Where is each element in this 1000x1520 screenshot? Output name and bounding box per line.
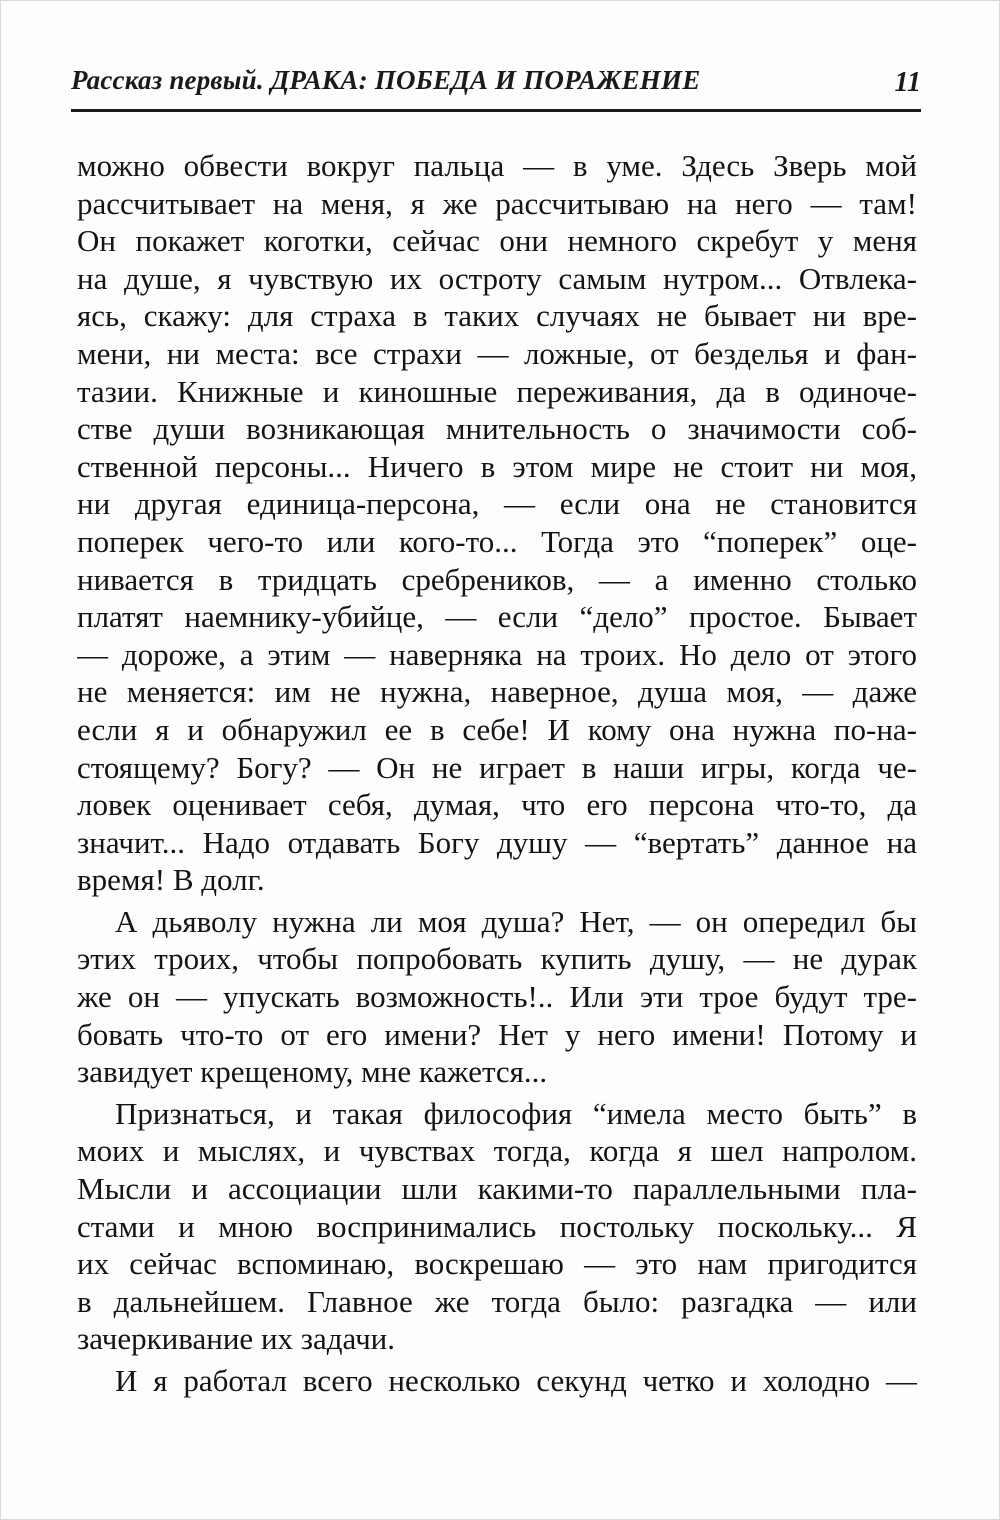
text-line: стоящему? Богу? — Он не играет в наши игры, когда че- (77, 749, 917, 785)
text-line: если я и обнаружил ее в себе! И кому она нужна по-на- (77, 711, 917, 747)
body-text (77, 147, 917, 1404)
text-line: стами и мною воспринимались постольку поскольку... Я (77, 1208, 917, 1244)
text-line: ловек оценивает себя, думая, что его персона что-то, да (77, 787, 917, 823)
text-line: завидует крещеному, мне кажется... (77, 1054, 548, 1090)
text-line: же он — упускать возможность!.. Или эти трое будут тре- (77, 979, 917, 1015)
text-line: значит... Надо отдавать Богу душу — “вертать” данное на (77, 824, 917, 860)
text-line: ни другая единица-персона, — если она не становится (77, 486, 917, 522)
text-line: зачеркивание их задачи. (77, 1321, 396, 1357)
text-line: на душе, я чувствую их остроту самым нутром... Отвлека- (77, 260, 917, 296)
text-line: поперек чего-то или кого-то... Тогда это “поперек” оце- (77, 523, 917, 559)
text-line: можно обвести вокруг пальца — в уме. Здесь Зверь мой (77, 148, 917, 183)
running-head (71, 63, 921, 112)
text-line: моих и мыслях, и чувствах тогда, когда я шел напролом. (77, 1133, 917, 1169)
page-number: 11 (894, 67, 921, 98)
text-line: — дороже, а этим — наверняка на троих. Но дело от этого (77, 636, 917, 672)
text-line: нивается в тридцать сребреников, — а именно столько (77, 561, 917, 597)
paragraph-2 (77, 903, 917, 1091)
paragraph-3 (77, 1095, 917, 1358)
text-line: Признаться, и такая философия “имела место быть” в (115, 1095, 917, 1131)
text-line: не меняется: им не нужна, наверное, душа моя, — даже (77, 674, 917, 710)
text-line: в дальнейшем. Главное же тогда было: разгадка — или (77, 1283, 917, 1319)
text-line: Мысли и ассоциации шли какими-то параллельными пла- (77, 1171, 917, 1207)
text-line: этих троих, чтобы попробовать купить душу, — не дурак (77, 941, 917, 977)
text-line: мени, ни места: все страхи — ложные, от безделья и фан- (77, 335, 917, 371)
text-line: тазии. Книжные и киношные переживания, да в одиноче- (77, 373, 917, 409)
text-line: их сейчас вспоминаю, воскрешаю — это нам пригодится (77, 1246, 917, 1282)
text-line: ственной персоны... Ничего в этом мире не стоит ни моя, (77, 448, 917, 484)
text-line: рассчитывает на меня, я же рассчитываю на него — там! (77, 185, 917, 221)
text-line: платят наемнику-убийце, — если “дело” простое. Бывает (77, 599, 917, 635)
text-line: ясь, скажу: для страха в таких случаях не бывает ни вре- (77, 298, 917, 334)
text-line: бовать что-то от его имени? Нет у него имени! Потому и (77, 1016, 917, 1052)
text-line: А дьяволу нужна ли моя душа? Нет, — он опередил бы (115, 903, 917, 939)
text-line: стве души возникающая мнительность о значимости соб- (77, 411, 917, 447)
paragraph-1 (77, 147, 917, 899)
paragraph-4 (77, 1362, 917, 1400)
text-line: Он покажет коготки, сейчас они немного скребут у меня (77, 223, 917, 259)
text-line: время! В долг. (77, 862, 265, 898)
text-line: И я работал всего несколько секунд четко и холодно — (115, 1363, 917, 1398)
running-title: Рассказ первый. ДРАКА: ПОБЕДА И ПОРАЖЕНИЕ (71, 65, 701, 95)
